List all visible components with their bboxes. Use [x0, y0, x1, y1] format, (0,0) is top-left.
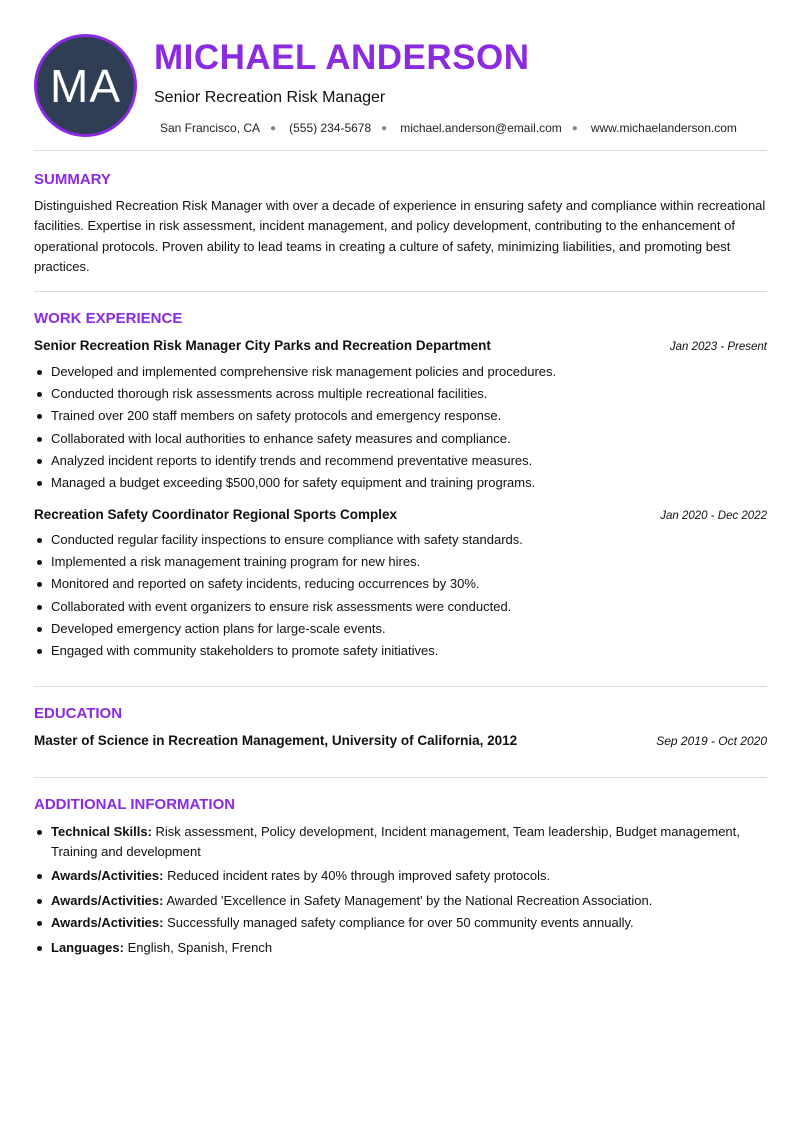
section-divider [34, 291, 767, 292]
list-item: Collaborated with event organizers to ensure risk assessments were conducted. [34, 596, 767, 618]
section-divider [34, 150, 767, 151]
job-dates: Jan 2023 - Present [669, 341, 767, 353]
additional-list [34, 822, 767, 962]
contact-separator: ● [270, 122, 277, 134]
contact-email[interactable]: michael.anderson@email.com [400, 121, 562, 135]
job-header [34, 507, 767, 522]
education-dates: Sep 2019 - Oct 2020 [656, 734, 767, 748]
list-item: Analyzed incident reports to identify trends and recommend preventative measures. [34, 450, 767, 472]
education-heading: EDUCATION [34, 705, 123, 722]
list-item: Trained over 200 staff members on safety protocols and emergency response. [34, 405, 767, 427]
contact-location: San Francisco, CA [160, 121, 261, 135]
info-label: Awards/Activities: [51, 892, 164, 908]
list-item: Conducted thorough risk assessments across multiple recreational facilities. [34, 383, 767, 405]
candidate-name: MICHAEL ANDERSON [154, 38, 530, 77]
job-bullets [34, 361, 767, 494]
list-item [34, 891, 767, 911]
resume-header [34, 34, 767, 138]
info-text: English, Spanish, French [123, 939, 273, 955]
job-header [34, 338, 767, 353]
info-text: Awarded 'Excellence in Safety Management' by the National Recreation Association. [163, 892, 653, 908]
list-item: Developed and implemented comprehensive risk management policies and procedures. [34, 361, 767, 383]
list-item: Managed a budget exceeding $500,000 for safety equipment and training programs. [34, 472, 767, 494]
job-bullets [34, 529, 767, 662]
info-text: Successfully managed safety compliance for over 50 community events annually. [163, 915, 634, 930]
list-item: Implemented a risk management training program for new hires. [34, 551, 767, 573]
section-divider [34, 777, 767, 778]
contact-row [160, 121, 737, 135]
contact-website[interactable]: www.michaelanderson.com [590, 121, 737, 135]
candidate-title: Senior Recreation Risk Manager [154, 89, 386, 106]
info-text: Reduced incident rates by 40% through improved safety protocols. [163, 868, 551, 883]
info-text: Risk assessment, Policy development, Incident management, Team leadership, Budget management, Training and development [51, 824, 740, 859]
list-item: Conducted regular facility inspections to ensure compliance with safety standards. [34, 529, 767, 551]
experience-heading: WORK EXPERIENCE [34, 310, 183, 327]
education-degree: Master of Science in Recreation Management, University of California, 2012 [34, 733, 518, 748]
job-role: Senior Recreation Risk Manager City Parks and Recreation Department [34, 338, 491, 353]
section-divider [34, 686, 767, 687]
list-item: Developed emergency action plans for large-scale events. [34, 618, 767, 640]
info-label: Technical Skills: [51, 824, 152, 839]
contact-phone: (555) 234-5678 [289, 121, 372, 135]
contact-separator: ● [571, 122, 578, 134]
avatar-initials: MA [34, 34, 137, 137]
additional-heading: ADDITIONAL INFORMATION [34, 796, 236, 813]
info-label: Languages: [51, 939, 124, 955]
list-item: Collaborated with local authorities to enhance safety measures and compliance. [34, 428, 767, 450]
list-item [34, 913, 767, 933]
job-dates: Jan 2020 - Dec 2022 [660, 510, 767, 522]
job-role: Recreation Safety Coordinator Regional Sports Complex [34, 507, 398, 522]
list-item: Monitored and reported on safety incidents, reducing occurrences by 30%. [34, 573, 767, 595]
list-item: Engaged with community stakeholders to promote safety initiatives. [34, 640, 767, 662]
list-item [34, 938, 767, 958]
list-item [34, 866, 767, 886]
info-label: Awards/Activities: [51, 868, 164, 883]
education-entry [34, 733, 767, 748]
summary-text: Distinguished Recreation Risk Manager with over a decade of experience in ensuring safety and compliance within recreational facilities. Expertise in risk assessment, incident management, and policy development, contributing to the enhancement of operational protocols. Proven ability to lead teams in creating a culture of safety, minimizing liabilities, and promoting best practices. [34, 198, 766, 274]
list-item [34, 822, 767, 861]
contact-separator: ● [381, 122, 388, 134]
info-label: Awards/Activities: [51, 915, 164, 930]
summary-heading: SUMMARY [34, 171, 111, 188]
